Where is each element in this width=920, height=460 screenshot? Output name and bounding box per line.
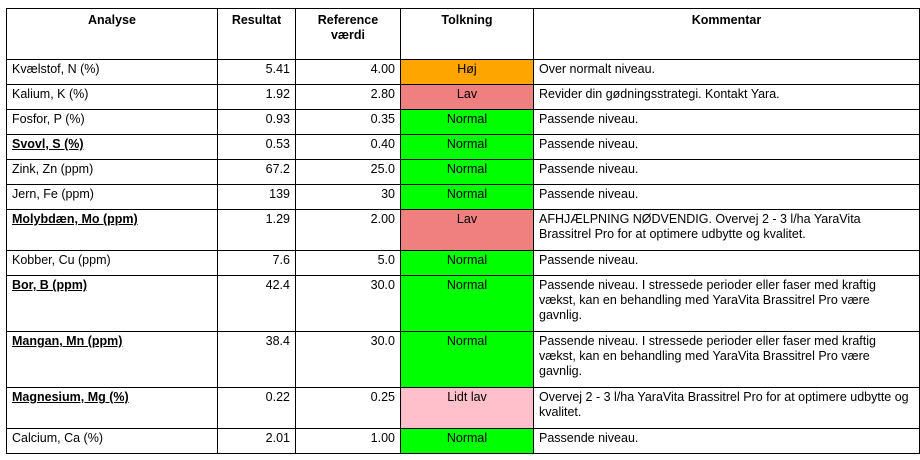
analysis-name: Kvælstof, N (%) xyxy=(7,60,218,85)
comment-cell: Revider din gødningsstrategi. Kontakt Yara. xyxy=(534,85,920,110)
result-value: 67.2 xyxy=(218,160,296,185)
table-row xyxy=(7,429,920,454)
table-row xyxy=(7,110,920,135)
reference-value: 1.00 xyxy=(296,429,401,454)
result-value: 7.6 xyxy=(218,251,296,276)
comment-cell: AFHJÆLPNING NØDVENDIG. Overvej 2 - 3 l/ha YaraVita Brassitrel Pro for at optimere udbytte og kvalitet. xyxy=(534,210,920,251)
interpretation-cell: Normal xyxy=(401,160,534,185)
interpretation-cell: Normal xyxy=(401,429,534,454)
analysis-name: Mangan, Mn (ppm) xyxy=(7,332,218,388)
result-value: 2.01 xyxy=(218,429,296,454)
reference-value: 0.25 xyxy=(296,388,401,429)
table-row xyxy=(7,332,920,388)
interpretation-cell: Normal xyxy=(401,185,534,210)
analysis-name: Svovl, S (%) xyxy=(7,135,218,160)
interpretation-cell: Normal xyxy=(401,251,534,276)
analysis-name: Kalium, K (%) xyxy=(7,85,218,110)
result-value: 1.29 xyxy=(218,210,296,251)
header-analysis: Analyse xyxy=(7,9,218,60)
result-value: 5.41 xyxy=(218,60,296,85)
comment-cell: Over normalt niveau. xyxy=(534,60,920,85)
header-result: Resultat xyxy=(218,9,296,60)
analysis-name: Molybdæn, Mo (ppm) xyxy=(7,210,218,251)
comment-cell: Passende niveau. I stressede perioder eller faser med kraftig vækst, kan en behandling med YaraVita Brassitrel Pro være gavnlig. xyxy=(534,276,920,332)
result-value: 0.53 xyxy=(218,135,296,160)
result-value: 139 xyxy=(218,185,296,210)
result-value: 1.92 xyxy=(218,85,296,110)
table-row xyxy=(7,135,920,160)
interpretation-cell: Normal xyxy=(401,110,534,135)
comment-cell: Passende niveau. xyxy=(534,429,920,454)
analysis-table xyxy=(6,8,920,454)
comment-cell: Passende niveau. xyxy=(534,110,920,135)
reference-value: 0.40 xyxy=(296,135,401,160)
interpretation-cell: Normal xyxy=(401,135,534,160)
table-row xyxy=(7,160,920,185)
table-body xyxy=(7,60,920,454)
interpretation-cell: Lidt lav xyxy=(401,388,534,429)
reference-value: 0.35 xyxy=(296,110,401,135)
result-value: 38.4 xyxy=(218,332,296,388)
reference-value: 2.80 xyxy=(296,85,401,110)
reference-value: 4.00 xyxy=(296,60,401,85)
header-comment: Kommentar xyxy=(534,9,920,60)
reference-value: 25.0 xyxy=(296,160,401,185)
analysis-name: Magnesium, Mg (%) xyxy=(7,388,218,429)
reference-value: 2.00 xyxy=(296,210,401,251)
analysis-name: Kobber, Cu (ppm) xyxy=(7,251,218,276)
interpretation-cell: Lav xyxy=(401,85,534,110)
table-row xyxy=(7,185,920,210)
table-row xyxy=(7,210,920,251)
analysis-name: Jern, Fe (ppm) xyxy=(7,185,218,210)
table-row xyxy=(7,276,920,332)
reference-value: 30.0 xyxy=(296,276,401,332)
table-row xyxy=(7,85,920,110)
comment-cell: Passende niveau. I stressede perioder eller faser med kraftig vækst, kan en behandling med YaraVita Brassitrel Pro være gavnlig. xyxy=(534,332,920,388)
header-interpretation: Tolkning xyxy=(401,9,534,60)
interpretation-cell: Høj xyxy=(401,60,534,85)
interpretation-cell: Normal xyxy=(401,332,534,388)
header-reference xyxy=(296,9,401,60)
comment-cell: Passende niveau. xyxy=(534,135,920,160)
analysis-name: Zink, Zn (ppm) xyxy=(7,160,218,185)
analysis-name: Fosfor, P (%) xyxy=(7,110,218,135)
result-value: 0.22 xyxy=(218,388,296,429)
header-row xyxy=(7,9,920,60)
table-row xyxy=(7,251,920,276)
interpretation-cell: Normal xyxy=(401,276,534,332)
table-row xyxy=(7,60,920,85)
header-reference-line2: værdi xyxy=(330,28,366,42)
comment-cell: Passende niveau. xyxy=(534,185,920,210)
comment-cell: Overvej 2 - 3 l/ha YaraVita Brassitrel Pro for at optimere udbytte og kvalitet. xyxy=(534,388,920,429)
reference-value: 30 xyxy=(296,185,401,210)
comment-cell: Passende niveau. xyxy=(534,251,920,276)
comment-cell: Passende niveau. xyxy=(534,160,920,185)
result-value: 42.4 xyxy=(218,276,296,332)
reference-value: 30.0 xyxy=(296,332,401,388)
result-value: 0.93 xyxy=(218,110,296,135)
interpretation-cell: Lav xyxy=(401,210,534,251)
analysis-name: Bor, B (ppm) xyxy=(7,276,218,332)
header-reference-line1: Reference xyxy=(317,13,379,27)
analysis-name: Calcium, Ca (%) xyxy=(7,429,218,454)
reference-value: 5.0 xyxy=(296,251,401,276)
table-row xyxy=(7,388,920,429)
